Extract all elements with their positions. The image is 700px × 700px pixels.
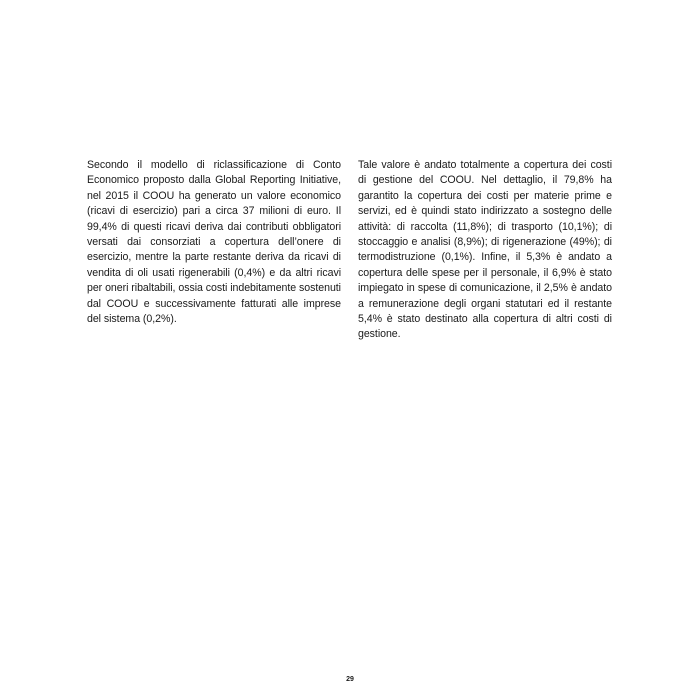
page-number: 29 [346, 676, 354, 683]
body-text-right-column: Tale valore è andato totalmente a copertura dei costi di gestione del COOU. Nel dettaglio, il 79,8% ha garantito la copertura dei costi per materie prime e servizi, ed è quindi stato indirizzato a sostegno delle attività: di raccolta (11,8%); di trasporto (10,1%); di stoccaggio e analisi (8,9%); di rigenerazione (49%); di termodistruzione (0,1%). Infine, il 5,3% è andato a copertura delle spese per il personale, il 6,9% è stato impiegato in spese di comunicazione, il 2,5% è andato a remunerazione degli organi statutari ed il restante 5,4% è stato destinato alla copertura di altri costi di gestione. [358, 159, 612, 341]
body-text-left-column: Secondo il modello di riclassificazione di Conto Economico proposto dalla Global Reporting Initiative, nel 2015 il COOU ha generato un valore economico (ricavi di esercizio) pari a circa 37 milioni di euro. Il 99,4% di questi ricavi deriva dai contributi obbligatori versati dai consorziati a copertura dell’onere di esercizio, mentre la parte restante deriva da ricavi di vendita di oli usati rigenerabili (0,4%) e da altri ricavi per oneri ribaltabili, ossia costi indebitamente sostenuti dal COOU e successivamente fatturati alle imprese del sistema (0,2%). [87, 159, 341, 326]
